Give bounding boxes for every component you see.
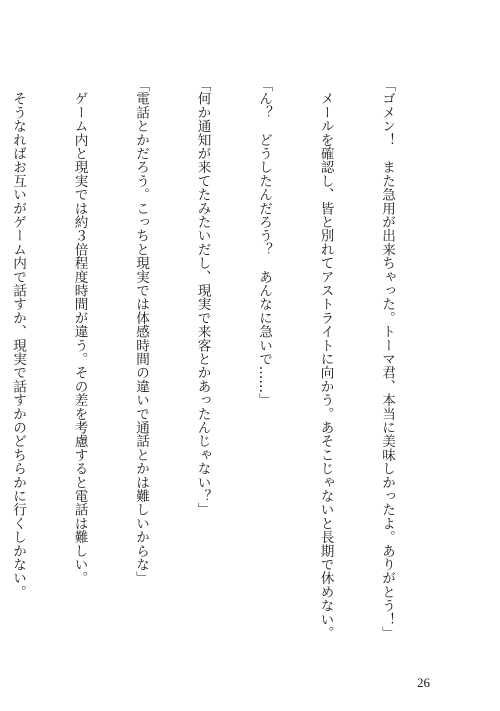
- vertical-text-block: [0, 78, 438, 640]
- text-line: 「電話とかだろう。こっちと現実では体感時間の違いで通話とかは難しいからな」: [133, 78, 149, 585]
- text-line: 「何か通知が来てたみたいだし、現実で来客とかあったんじゃない？」: [194, 78, 211, 517]
- text-line: 「ん？ どうしたんだろう？ あんなに急いで……」: [256, 78, 272, 407]
- page-number: 26: [417, 675, 430, 690]
- text-line: そうなればお互いがゲーム内で話すか、現実で話すかのどちらかに行くしかない。: [10, 78, 26, 599]
- text-line: 「ゴメン！ また急用が出来ちゃった。トーマ君、本当に美味しかったよ。ありがとう！」: [379, 78, 395, 640]
- text-line: メールを確認し、皆と別れてアストライトに向かう。あそこじゃないと長期で休めない。: [317, 78, 334, 640]
- text-line: ゲーム内と現実では約３倍程度時間が違う。その差を考慮すると電話は難しい。: [71, 78, 88, 585]
